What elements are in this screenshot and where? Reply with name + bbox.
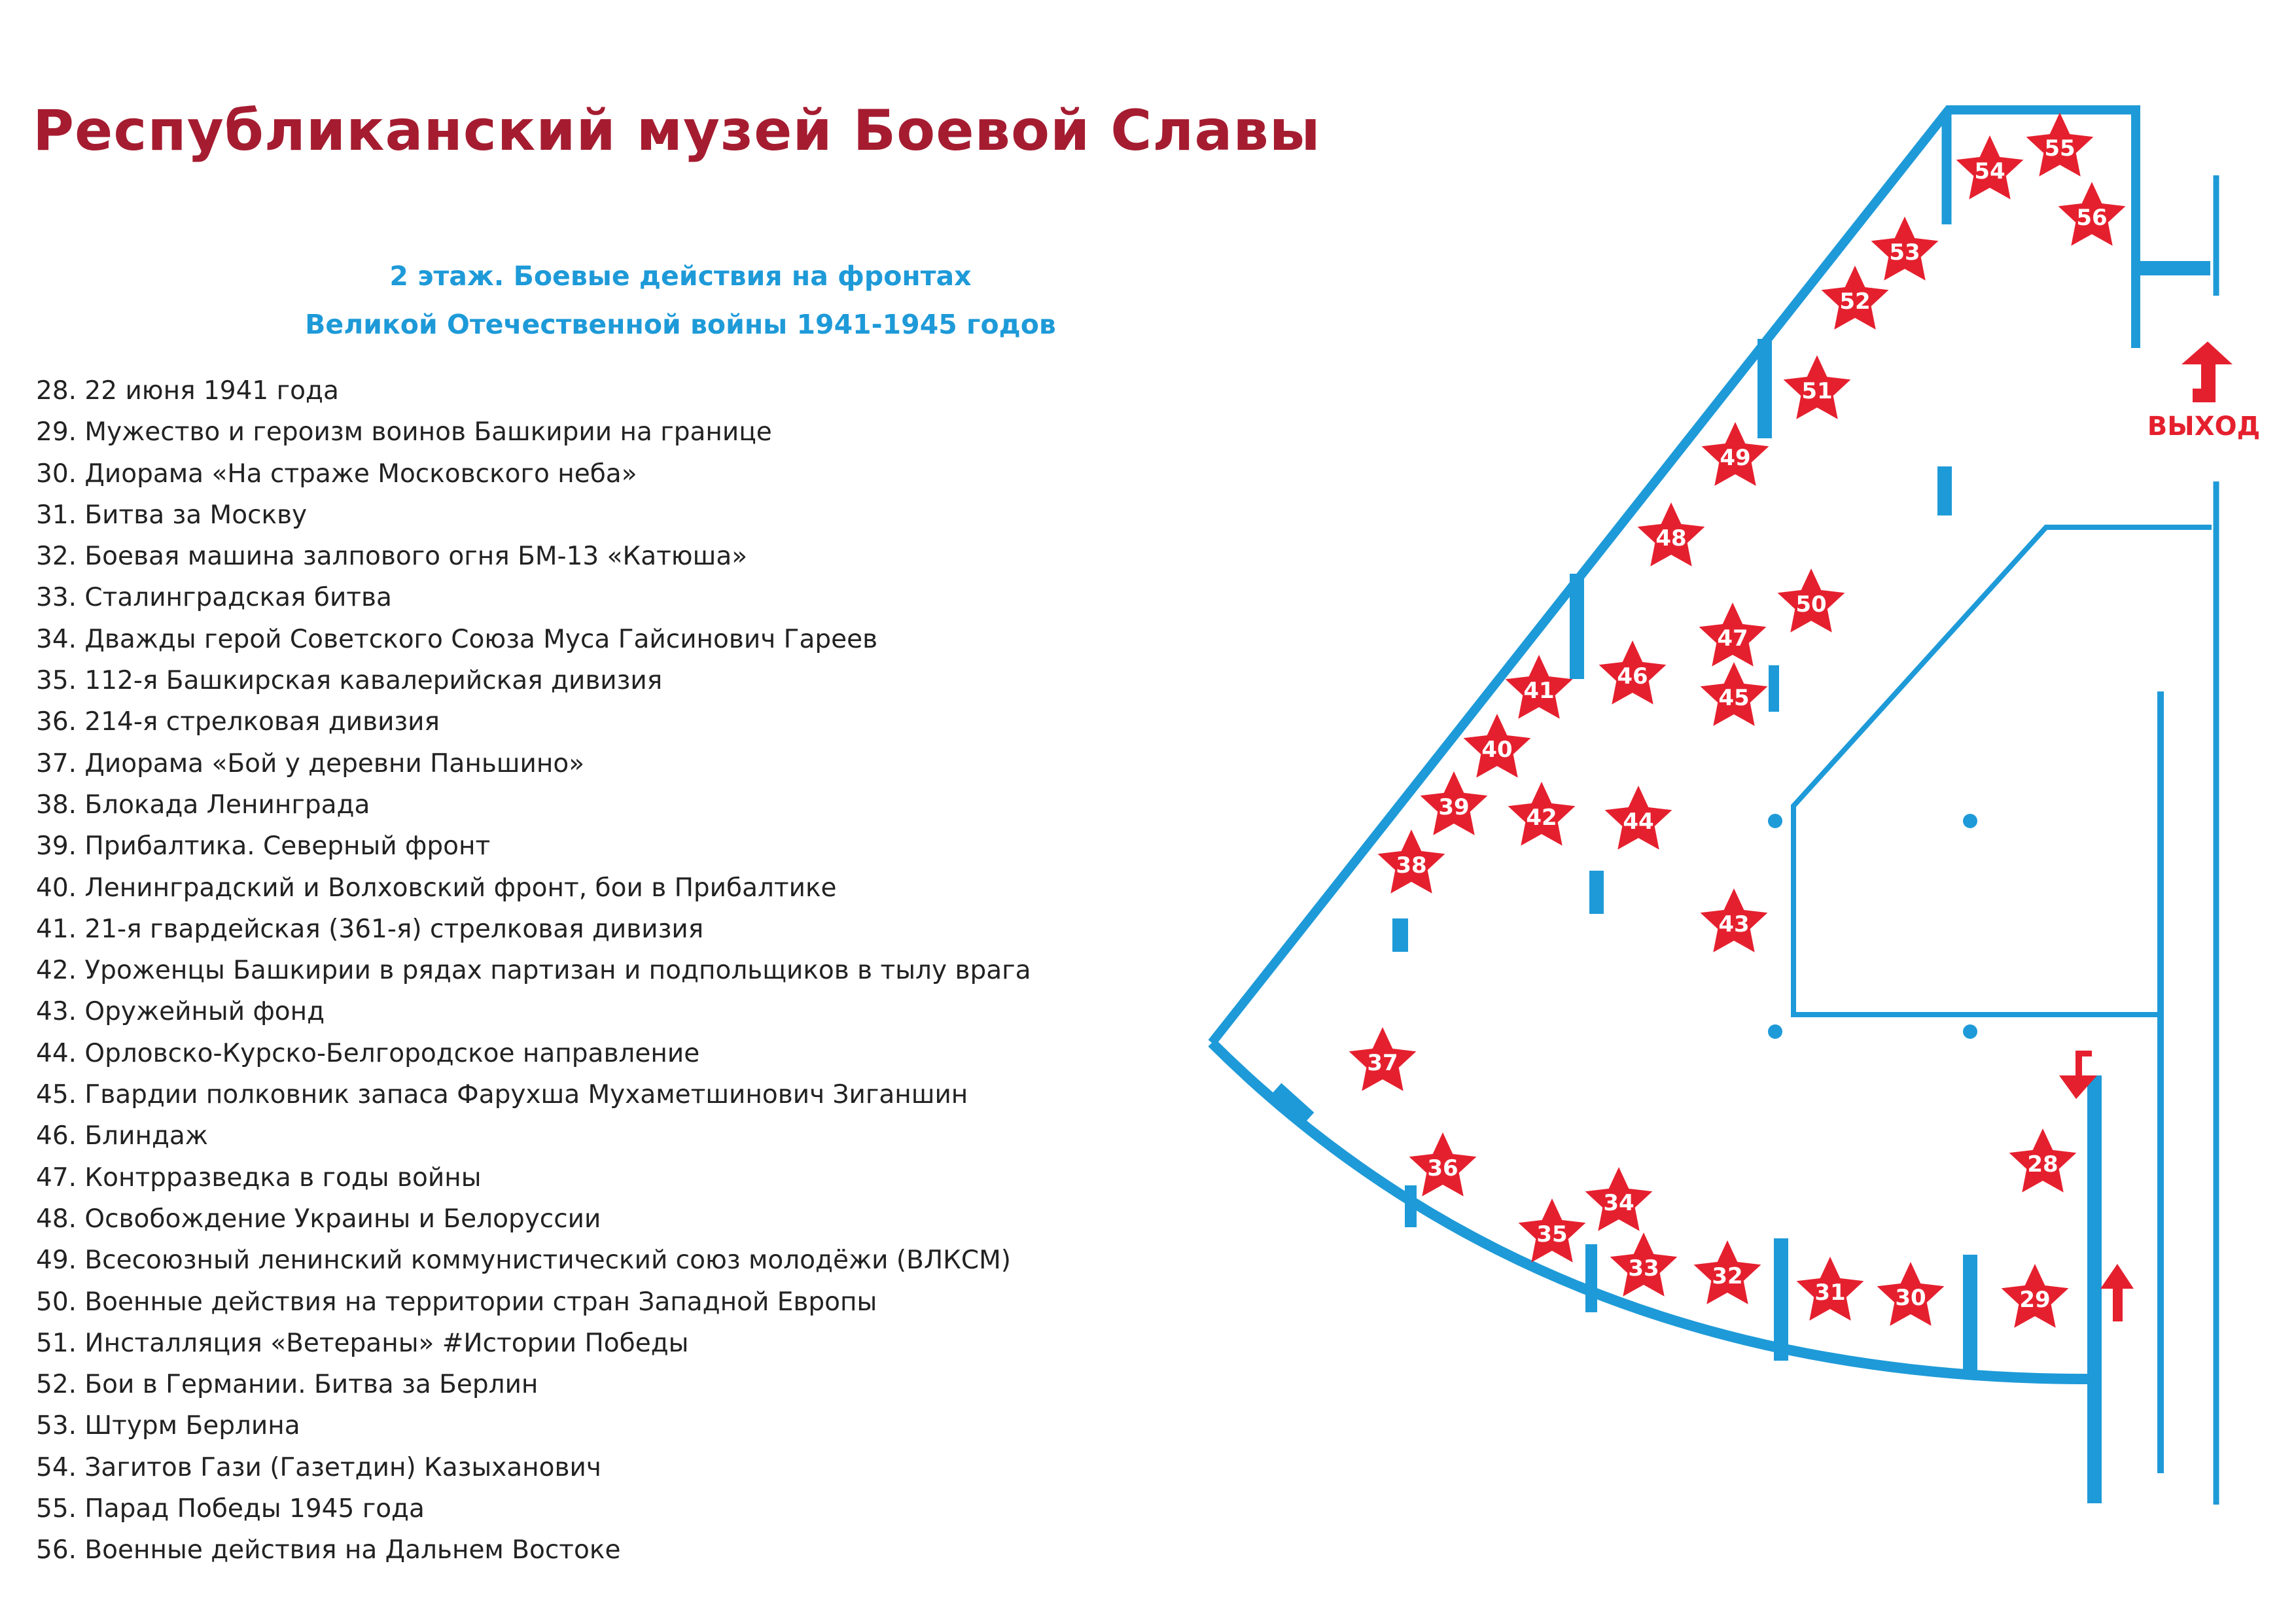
exhibit-list-item-40: 40. Ленинградский и Волховский фронт, бои в Прибалтике xyxy=(36,873,837,903)
exhibit-marker-42 xyxy=(1508,782,1576,846)
exhibit-list-item-28: 28. 22 июня 1941 года xyxy=(36,376,339,406)
exit-arrow-icon xyxy=(2181,341,2233,402)
exhibit-marker-number: 48 xyxy=(1655,525,1687,551)
exhibit-marker-47 xyxy=(1699,602,1767,667)
exhibit-list-item-31: 31. Битва за Москву xyxy=(36,500,308,530)
exhibit-marker-28 xyxy=(2009,1128,2077,1193)
exhibit-marker-number: 33 xyxy=(1628,1255,1659,1282)
exhibit-marker-38 xyxy=(1378,829,1445,894)
exhibit-marker-55 xyxy=(2026,113,2094,177)
exhibit-marker-number: 46 xyxy=(1617,663,1648,689)
exhibit-marker-54 xyxy=(1956,135,2024,200)
exhibit-marker-46 xyxy=(1599,640,1667,705)
exhibit-marker-36 xyxy=(1409,1132,1477,1196)
exhibit-marker-number: 37 xyxy=(1367,1050,1398,1076)
exhibit-list-item-54: 54. Загитов Гази (Газетдин) Казыханович xyxy=(36,1452,601,1482)
exhibit-marker-39 xyxy=(1421,771,1488,835)
floor-subtitle-line-1: 2 этаж. Боевые действия на фронтах xyxy=(389,260,972,292)
exhibit-marker-number: 56 xyxy=(2076,205,2108,231)
exhibit-marker-33 xyxy=(1610,1232,1678,1297)
exhibit-list-item-56: 56. Военные действия на Дальнем Востоке xyxy=(36,1535,621,1565)
outer-wall xyxy=(1212,110,2136,1043)
inner-hall-wall xyxy=(1793,527,2212,1015)
exhibit-marker-51 xyxy=(1784,355,1851,419)
exhibit-marker-number: 44 xyxy=(1623,809,1654,835)
exhibit-list-item-44: 44. Орловско-Курско-Белгородское направление xyxy=(36,1038,700,1068)
exhibit-marker-number: 31 xyxy=(1814,1280,1846,1306)
exhibit-marker-number: 38 xyxy=(1396,852,1427,879)
exit-label: ВЫХОД xyxy=(2147,411,2261,442)
exhibit-list-item-39: 39. Прибалтика. Северный фронт xyxy=(36,831,491,862)
column xyxy=(1963,814,1977,828)
column xyxy=(1963,1024,1977,1039)
exhibit-marker-number: 47 xyxy=(1717,625,1748,652)
column xyxy=(1768,1024,1782,1039)
columns xyxy=(1768,814,1977,1039)
exhibit-marker-48 xyxy=(1638,502,1705,567)
exhibit-marker-31 xyxy=(1797,1257,1864,1321)
exhibit-marker-number: 55 xyxy=(2044,135,2075,162)
exhibit-marker-30 xyxy=(1877,1262,1945,1326)
exhibit-marker-35 xyxy=(1519,1198,1586,1263)
exhibit-marker-number: 34 xyxy=(1603,1190,1634,1216)
exhibit-marker-53 xyxy=(1871,217,1939,281)
exhibit-marker-number: 51 xyxy=(1801,378,1833,404)
exhibit-list-item-47: 47. Контрразведка в годы войны xyxy=(36,1162,482,1193)
exhibit-list-item-48: 48. Освобождение Украины и Белоруссии xyxy=(36,1204,601,1234)
exhibit-list-item-52: 52. Бои в Германии. Битва за Берлин xyxy=(36,1370,539,1400)
exhibit-marker-number: 50 xyxy=(1795,591,1827,618)
exhibit-marker-45 xyxy=(1701,662,1768,726)
exhibit-list-item-46: 46. Блиндаж xyxy=(36,1121,208,1151)
exhibit-list-item-30: 30. Диорама «На страже Московского неба» xyxy=(36,459,637,489)
exhibit-list-item-53: 53. Штурм Берлина xyxy=(36,1411,300,1441)
exhibit-marker-29 xyxy=(2002,1264,2069,1328)
exhibit-list-item-43: 43. Оружейный фонд xyxy=(36,997,325,1027)
exhibit-marker-number: 36 xyxy=(1427,1155,1458,1181)
exhibit-marker-40 xyxy=(1464,714,1531,778)
exhibit-marker-number: 30 xyxy=(1895,1285,1926,1311)
exhibit-marker-number: 45 xyxy=(1718,685,1750,711)
page-title: Республиканский музей Боевой Славы xyxy=(33,98,1321,164)
exhibit-marker-32 xyxy=(1694,1240,1761,1304)
exhibit-list-item-55: 55. Парад Победы 1945 года xyxy=(36,1494,425,1524)
exhibit-marker-number: 54 xyxy=(1974,158,2005,184)
direction-arrows xyxy=(2059,341,2233,1321)
exhibit-list-item-51: 51. Инсталляция «Ветераны» #Истории Победы xyxy=(36,1328,689,1358)
exhibit-marker-number: 43 xyxy=(1718,911,1750,937)
exhibit-marker-number: 41 xyxy=(1523,678,1555,704)
exhibit-list-item-35: 35. 112-я Башкирская кавалерийская дивизия xyxy=(36,666,663,696)
exhibit-list-item-29: 29. Мужество и героизм воинов Башкирии на границе xyxy=(36,417,772,447)
exhibit-list-item-41: 41. 21-я гвардейская (361-я) стрелковая дивизия xyxy=(36,914,704,944)
exhibit-list-item-32: 32. Боевая машина залпового огня БМ-13 «Катюша» xyxy=(36,542,748,572)
exhibit-marker-number: 52 xyxy=(1839,288,1871,315)
exhibit-marker-56 xyxy=(2058,182,2126,246)
exhibit-marker-number: 49 xyxy=(1720,445,1751,471)
exhibit-marker-number: 35 xyxy=(1536,1221,1568,1248)
exhibit-marker-number: 32 xyxy=(1712,1263,1743,1289)
exhibit-list-item-49: 49. Всесоюзный ленинский коммунистический союз молодёжи (ВЛКСМ) xyxy=(36,1246,1011,1276)
exhibit-list-item-45: 45. Гвардии полковник запаса Фарухша Мухаметшинович Зиганшин xyxy=(36,1080,968,1110)
exhibit-list-item-42: 42. Уроженцы Башкирии в рядах партизан и подпольщиков в тылу врага xyxy=(36,956,1031,986)
exhibit-marker-number: 42 xyxy=(1526,805,1557,831)
exhibit-marker-number: 39 xyxy=(1438,794,1470,820)
exhibit-marker-number: 28 xyxy=(2027,1151,2058,1178)
exhibit-list-item-36: 36. 214-я стрелковая дивизия xyxy=(36,707,440,737)
partition xyxy=(1275,1090,1308,1119)
exhibit-list-item-50: 50. Военные действия на территории стран Западной Европы xyxy=(36,1287,877,1317)
exhibit-list-item-34: 34. Дважды герой Советского Союза Муса Гайсинович Гареев xyxy=(36,624,878,654)
exhibit-marker-50 xyxy=(1778,568,1845,633)
floor-subtitle-line-2: Великой Отечественной войны 1941-1945 годов xyxy=(305,309,1056,340)
exhibit-marker-number: 40 xyxy=(1481,737,1513,763)
exhibit-marker-number: 29 xyxy=(2019,1287,2051,1313)
entry-arrow-up-icon xyxy=(2100,1264,2134,1321)
exhibit-marker-52 xyxy=(1822,266,1889,330)
exhibit-list-item-38: 38. Блокада Ленинграда xyxy=(36,790,370,820)
exhibit-marker-37 xyxy=(1349,1027,1417,1091)
exhibit-marker-number: 53 xyxy=(1889,239,1920,266)
exhibit-list-item-37: 37. Диорама «Бой у деревни Паньшино» xyxy=(36,748,585,778)
exhibit-list-item-33: 33. Сталинградская битва xyxy=(36,583,392,613)
exhibit-marker-34 xyxy=(1585,1167,1653,1231)
column xyxy=(1768,814,1782,828)
exhibit-marker-44 xyxy=(1605,786,1672,850)
outer-curved-wall xyxy=(1212,1043,2093,1379)
exhibit-marker-43 xyxy=(1701,888,1768,952)
